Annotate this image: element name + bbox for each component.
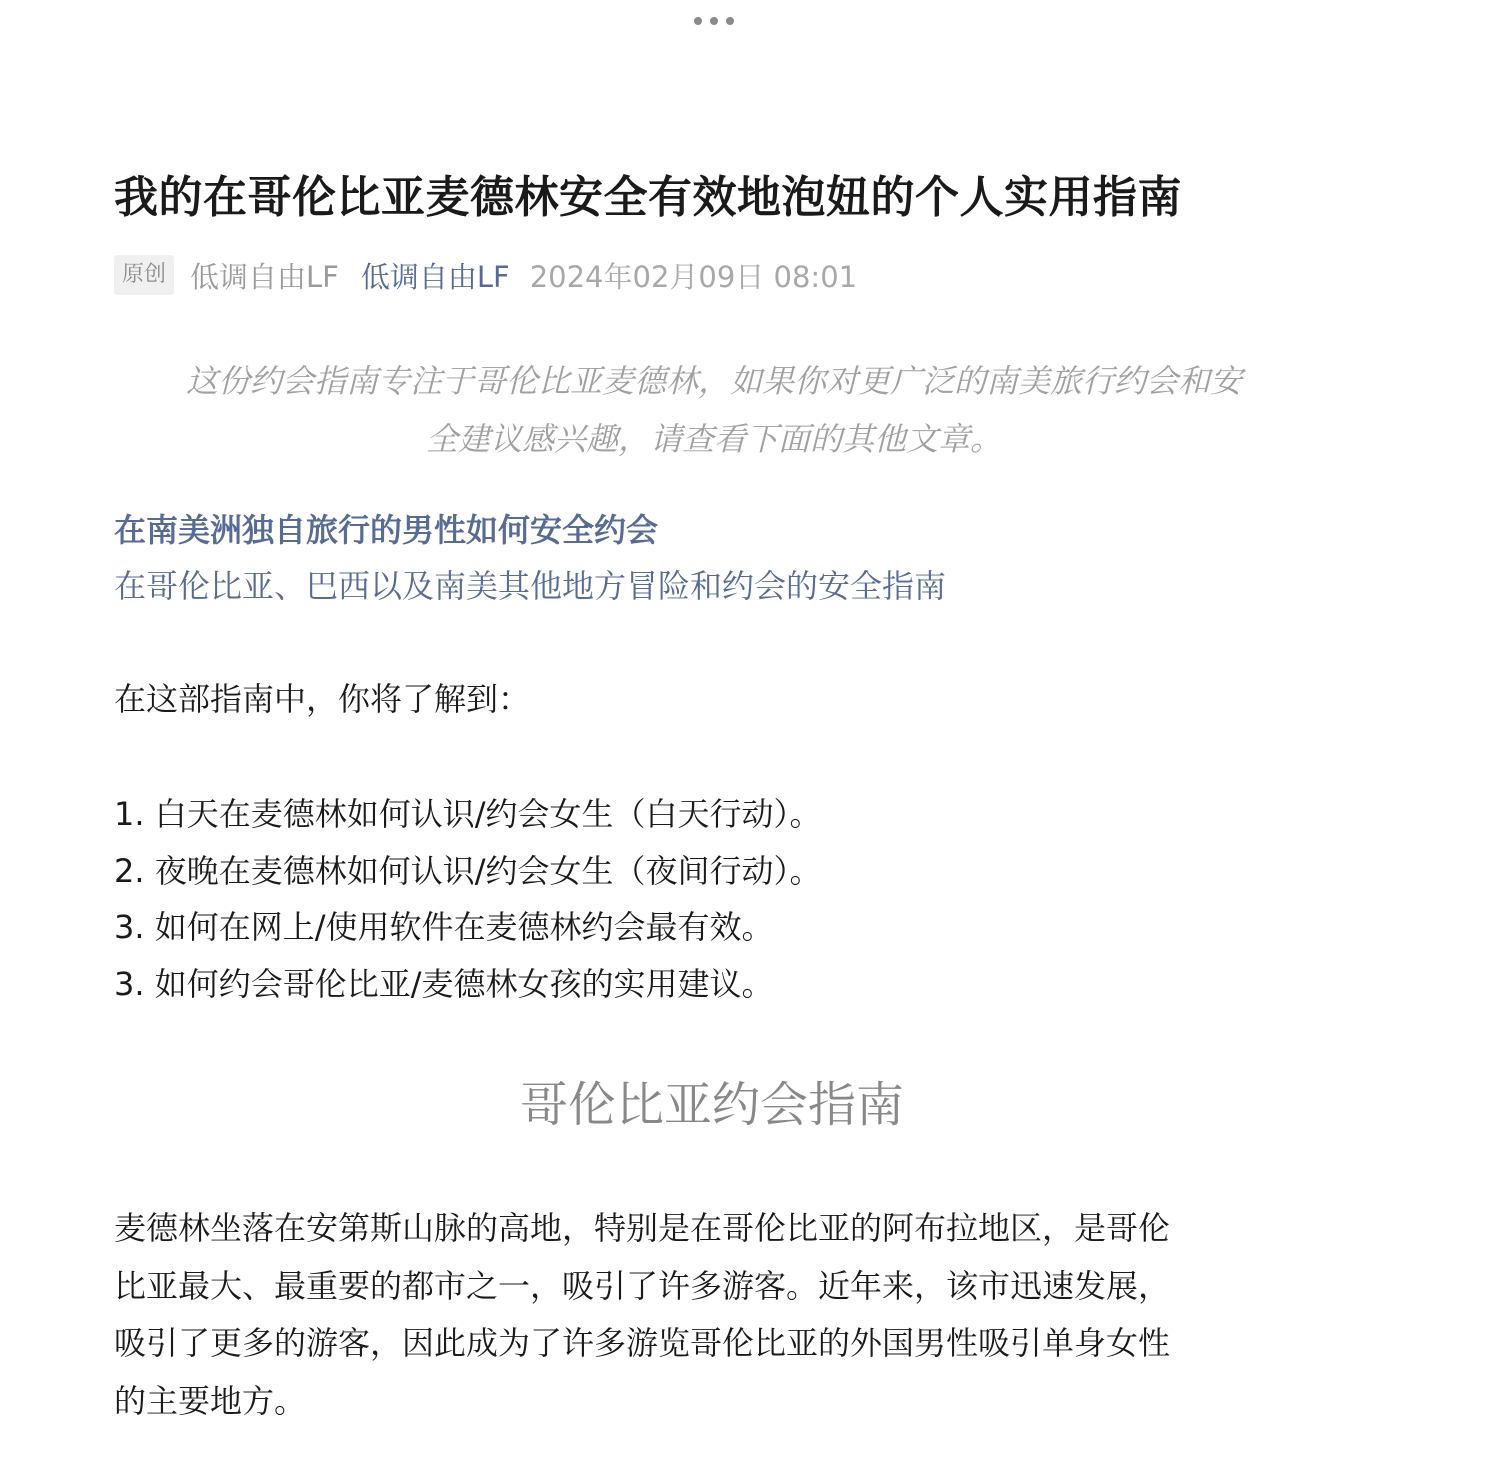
dot	[726, 17, 734, 25]
paragraph-line: 麦德林坐落在安第斯山脉的高地，特别是在哥伦比亚的阿布拉地区，是哥伦	[114, 1209, 1171, 1247]
list-item: 3. 如何约会哥伦比亚/麦德林女孩的实用建议。	[114, 964, 774, 1003]
topic-list	[114, 786, 822, 1012]
paragraph-line: 比亚最大、最重要的都市之一，吸引了许多游客。近年来，该市迅速发展，	[114, 1266, 1171, 1305]
publish-date: 2024年02月09日 08:01	[529, 259, 858, 294]
paragraph-line: 吸引了更多的游客，因此成为了许多游览哥伦比亚的外国男性吸引单身女性	[114, 1324, 1171, 1362]
quote-line: 这份约会指南专注于哥伦比亚麦德林，如果你对更广泛的南美旅行约会和安	[185, 362, 1242, 400]
account-link[interactable]: 低调自由LF	[360, 259, 510, 294]
article-meta	[114, 254, 857, 296]
author-name: 低调自由LF	[190, 259, 339, 294]
article-title: 我的在哥伦比亚麦德林安全有效地泡妞的个人实用指南	[114, 172, 1182, 223]
related-article-link[interactable]: 在南美洲独自旅行的男性如何安全约会	[114, 511, 659, 549]
more-options-icon[interactable]	[694, 12, 734, 30]
intro-text: 在这部指南中，你将了解到：	[114, 680, 531, 718]
list-item: 3. 如何在网上/使用软件在麦德林约会最有效。	[114, 908, 774, 946]
list-item: 2. 夜晚在麦德林如何认识/约会女生（夜间行动）。	[114, 851, 822, 890]
section-heading: 哥伦比亚约会指南	[519, 1077, 904, 1133]
quote-line: 全建议感兴趣，请查看下面的其他文章。	[425, 420, 1002, 458]
dot	[710, 17, 718, 25]
list-item: 1. 白天在麦德林如何认识/约会女生（白天行动）。	[114, 795, 822, 833]
dot	[694, 17, 702, 25]
paragraph-line: 的主要地方。	[114, 1381, 307, 1420]
original-badge: 原创	[114, 255, 174, 295]
intro-quote	[114, 352, 1314, 468]
related-article-link-2[interactable]: 在哥伦比亚、巴西以及南美其他地方冒险和约会的安全指南	[114, 567, 947, 605]
body-paragraph	[114, 1200, 1170, 1430]
